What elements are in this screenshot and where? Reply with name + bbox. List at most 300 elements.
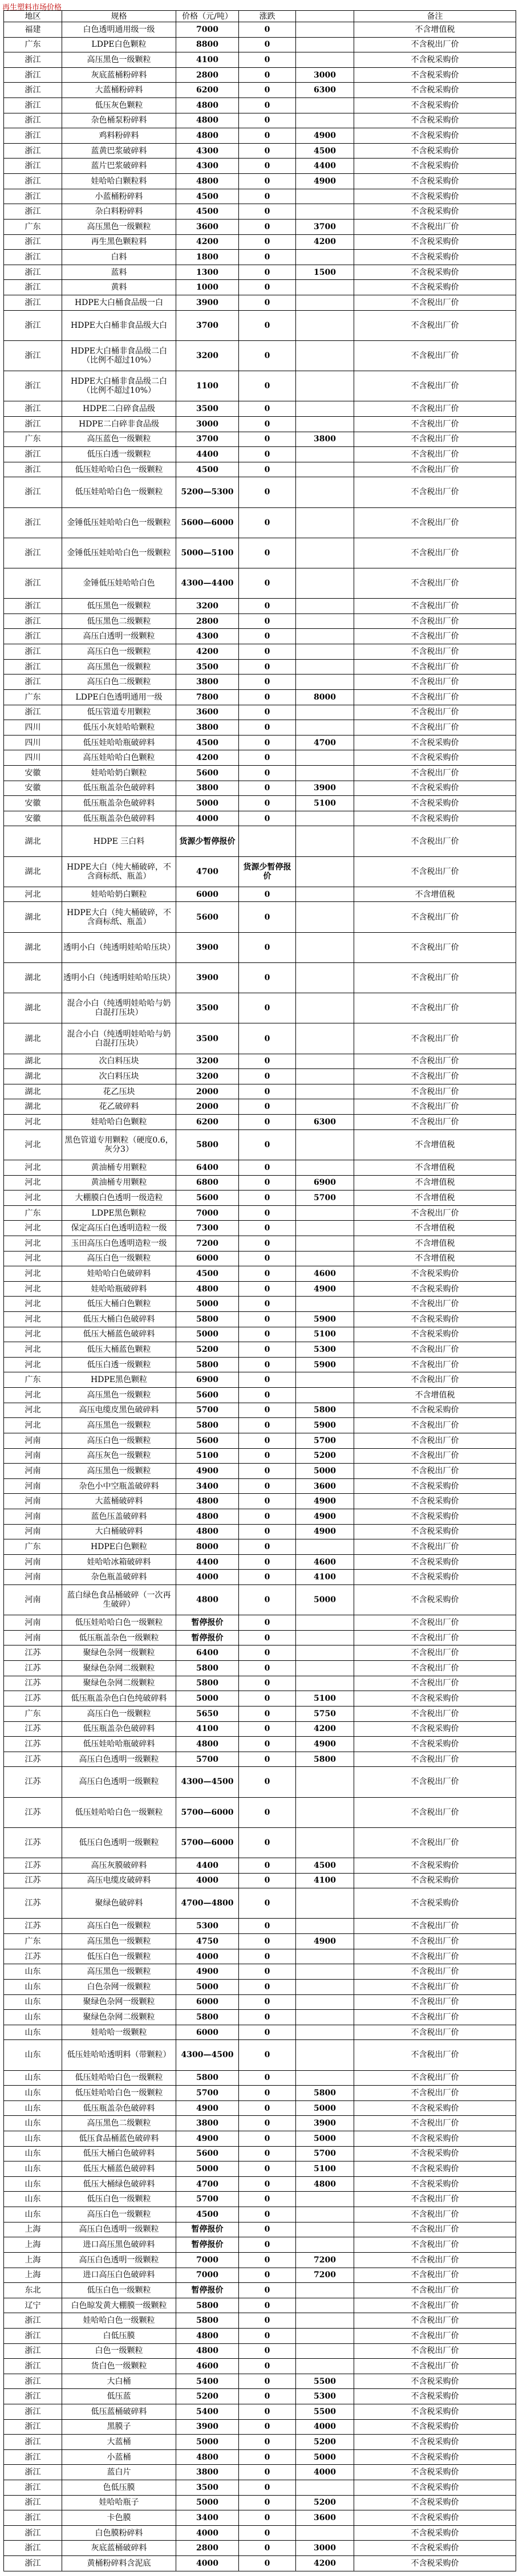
table-row xyxy=(4,2298,516,2313)
change-cell: 0 xyxy=(239,1615,296,1631)
price-high-cell xyxy=(296,2025,354,2040)
price-high-cell xyxy=(296,295,354,310)
table-row xyxy=(4,2359,516,2374)
region-cell: 河南 xyxy=(4,1630,62,1645)
region-cell: 上海 xyxy=(4,2237,62,2253)
spec-cell: 灰底蓝桶破碎料 xyxy=(62,2541,176,2556)
price-cell: 4600 xyxy=(176,2359,239,2374)
region-cell: 浙江 xyxy=(4,67,62,83)
region-cell: 湖北 xyxy=(4,1023,62,1054)
price-cell: 5600 xyxy=(176,1191,239,1206)
region-cell: 安徽 xyxy=(4,765,62,781)
region-cell: 浙江 xyxy=(4,675,62,690)
note-cell: 不含税出厂价 xyxy=(354,1297,516,1312)
change-cell: 0 xyxy=(239,52,296,68)
note-cell: 不含税采购价 xyxy=(354,280,516,295)
table-row xyxy=(4,2010,516,2025)
change-cell: 0 xyxy=(239,1888,296,1919)
region-cell: 江苏 xyxy=(4,1737,62,1752)
change-cell: 0 xyxy=(239,1797,296,1827)
spec-cell: 大蓝桶粉碎料 xyxy=(62,83,176,98)
note-cell: 不含税出厂价 xyxy=(354,856,516,887)
note-cell: 不含增值税 xyxy=(354,22,516,38)
note-cell: 不含税出厂价 xyxy=(354,401,516,417)
spec-cell: 娃哈哈白颗粒料 xyxy=(62,174,176,189)
change-cell: 0 xyxy=(239,2207,296,2222)
region-cell: 浙江 xyxy=(4,629,62,644)
region-cell: 四川 xyxy=(4,720,62,736)
spec-cell: 低压白色一级颗粒 xyxy=(62,2283,176,2298)
price-high-cell xyxy=(296,538,354,568)
spec-cell: 蓝料 xyxy=(62,265,176,280)
price-high-cell xyxy=(296,811,354,826)
note-cell: 不含税出厂价 xyxy=(354,2343,516,2359)
price-cell: 5600 xyxy=(176,1433,239,1448)
table-row xyxy=(4,2040,516,2070)
note-cell: 不含税出厂价 xyxy=(354,1433,516,1448)
note-cell: 不含税采购价 xyxy=(354,2131,516,2147)
price-cell: 4900 xyxy=(176,1964,239,1980)
price-cell: 5600 xyxy=(176,1388,239,1403)
price-high-cell: 5700 xyxy=(296,1433,354,1448)
table-row xyxy=(4,1312,516,1327)
region-cell: 浙江 xyxy=(4,538,62,568)
spec-cell: 鸡料粉碎料 xyxy=(62,128,176,144)
table-row xyxy=(4,2268,516,2283)
price-cell: 4000 xyxy=(176,1873,239,1888)
change-cell: 0 xyxy=(239,2343,296,2359)
price-high-cell: 4100 xyxy=(296,1570,354,1585)
region-cell: 浙江 xyxy=(4,234,62,250)
price-high-cell xyxy=(296,189,354,204)
note-cell: 不含税出厂价 xyxy=(354,1934,516,1949)
change-cell: 0 xyxy=(239,2495,296,2510)
change-cell: 0 xyxy=(239,689,296,705)
change-cell: 0 xyxy=(239,98,296,113)
change-cell: 0 xyxy=(239,2131,296,2147)
note-cell: 不含税采购价 xyxy=(354,2161,516,2177)
spec-cell: 低压娃哈哈白色一级颗粒 xyxy=(62,1615,176,1631)
table-row xyxy=(4,2161,516,2177)
change-cell: 0 xyxy=(239,371,296,401)
price-cell: 5200 xyxy=(176,1342,239,1358)
table-row xyxy=(4,1160,516,1175)
table-row xyxy=(4,1023,516,1054)
note-cell: 不含税出厂价 xyxy=(354,659,516,675)
price-cell: 3400 xyxy=(176,2510,239,2526)
price-high-cell: 5800 xyxy=(296,1403,354,1418)
table-row xyxy=(4,189,516,204)
change-cell: 0 xyxy=(239,1706,296,1721)
price-high-cell xyxy=(296,1767,354,1797)
change-cell: 0 xyxy=(239,2525,296,2541)
table-row xyxy=(4,1205,516,1221)
change-cell: 0 xyxy=(239,1645,296,1661)
spec-cell: HDPE大白桶非食品级二白（比例不超过10%） xyxy=(62,340,176,371)
spec-cell: 蓝白片 xyxy=(62,2465,176,2480)
change-cell: 0 xyxy=(239,1312,296,1327)
price-cell: 4800 xyxy=(176,1737,239,1752)
region-cell: 江苏 xyxy=(4,1949,62,1964)
change-cell: 0 xyxy=(239,2328,296,2343)
region-cell: 浙江 xyxy=(4,2435,62,2450)
table-row xyxy=(4,2541,516,2556)
note-cell: 不含税采购价 xyxy=(354,1888,516,1919)
change-cell: 0 xyxy=(239,1737,296,1752)
note-cell: 不含税采购价 xyxy=(354,1570,516,1585)
price-high-cell xyxy=(296,1539,354,1555)
note-cell: 不含税采购价 xyxy=(354,796,516,811)
price-cell: 4100 xyxy=(176,52,239,68)
price-cell: 6400 xyxy=(176,1160,239,1175)
change-cell: 0 xyxy=(239,2237,296,2253)
note-cell: 不含税出厂价 xyxy=(354,1418,516,1433)
table-row xyxy=(4,750,516,766)
note-cell: 不含税采购价 xyxy=(354,1327,516,1342)
price-cell: 3900 xyxy=(176,932,239,962)
spec-cell: 聚绿色杂网一级颗粒 xyxy=(62,1645,176,1661)
table-row xyxy=(4,1297,516,1312)
region-cell: 浙江 xyxy=(4,113,62,128)
spec-cell: 低压瓶盖杂色破碎料 xyxy=(62,2100,176,2116)
spec-cell: 高压娃哈哈白色颗粒 xyxy=(62,750,176,766)
spec-cell: 聚绿色杂网二级颗粒 xyxy=(62,2010,176,2025)
price-high-cell xyxy=(296,2207,354,2222)
spec-cell: 混合小白（纯透明娃哈哈与奶白混打压块） xyxy=(62,1023,176,1054)
region-cell: 安徽 xyxy=(4,811,62,826)
price-cell: 5000 xyxy=(176,796,239,811)
region-cell: 浙江 xyxy=(4,128,62,144)
spec-cell: 再生黑色颗粒料 xyxy=(62,234,176,250)
region-cell: 湖北 xyxy=(4,962,62,993)
region-cell: 山东 xyxy=(4,2100,62,2116)
note-cell: 不含税出厂价 xyxy=(354,1979,516,1994)
table-row xyxy=(4,735,516,750)
region-cell: 浙江 xyxy=(4,2449,62,2465)
note-cell: 不含税采购价 xyxy=(354,2389,516,2404)
price-high-cell: 4900 xyxy=(296,1934,354,1949)
change-cell: 0 xyxy=(239,1115,296,1130)
price-high-cell xyxy=(296,1797,354,1827)
change-cell: 0 xyxy=(239,1342,296,1358)
header-spec-cell: 规格 xyxy=(62,11,176,22)
price-high-cell: 5000 xyxy=(296,2131,354,2147)
price-cell: 4700—4800 xyxy=(176,1888,239,1919)
change-cell: 0 xyxy=(239,1630,296,1645)
change-cell: 0 xyxy=(239,2404,296,2420)
spec-cell: 白色透明通用级一级 xyxy=(62,22,176,38)
spec-cell: 娃哈哈奶白颗粒 xyxy=(62,887,176,902)
note-cell: 不含税采购价 xyxy=(354,781,516,796)
note-cell: 不含税出厂价 xyxy=(354,1767,516,1797)
change-cell: 0 xyxy=(239,1676,296,1691)
price-high-cell xyxy=(296,932,354,962)
region-cell: 安徽 xyxy=(4,796,62,811)
change-cell: 0 xyxy=(239,2435,296,2450)
change-cell: 0 xyxy=(239,1858,296,1874)
region-cell: 湖北 xyxy=(4,856,62,887)
region-cell: 江苏 xyxy=(4,1797,62,1827)
price-cell: 5000 xyxy=(176,2161,239,2177)
note-cell: 不含税出厂价 xyxy=(354,1994,516,2010)
price-cell: 2800 xyxy=(176,67,239,83)
spec-cell: 混合小白（纯透明娃哈哈与奶白混打压块） xyxy=(62,993,176,1023)
region-cell: 浙江 xyxy=(4,250,62,265)
region-cell: 辽宁 xyxy=(4,2298,62,2313)
price-cell: 7300 xyxy=(176,1221,239,1236)
table-row xyxy=(4,689,516,705)
spec-cell: 花乙压块 xyxy=(62,1084,176,1099)
price-high-cell: 5300 xyxy=(296,1342,354,1358)
note-cell: 不含税采购价 xyxy=(354,2374,516,2389)
note-cell: 不含增值税 xyxy=(354,1251,516,1266)
price-cell: 5100 xyxy=(176,1448,239,1464)
spec-cell: 高压黑色一级颗粒 xyxy=(62,52,176,68)
price-cell: 4800 xyxy=(176,2328,239,2343)
change-cell: 0 xyxy=(239,477,296,507)
change-cell: 0 xyxy=(239,189,296,204)
spec-cell: 黑色管道专用颗粒（硬度0.6，灰分3） xyxy=(62,1129,176,1160)
region-cell: 浙江 xyxy=(4,52,62,68)
price-cell: 7000 xyxy=(176,22,239,38)
spec-cell: HDPE大白（纯大桶破碎，不含商标纸、瓶盖） xyxy=(62,856,176,887)
region-cell: 山东 xyxy=(4,2192,62,2207)
price-cell: 4700 xyxy=(176,2176,239,2192)
change-cell: 0 xyxy=(239,1873,296,1888)
table-row xyxy=(4,2389,516,2404)
table-row xyxy=(4,1509,516,1524)
table-row xyxy=(4,401,516,417)
region-cell: 湖北 xyxy=(4,1069,62,1084)
table-row xyxy=(4,659,516,675)
price-high-cell xyxy=(296,1160,354,1175)
price-high-cell: 5200 xyxy=(296,2495,354,2510)
region-cell: 河北 xyxy=(4,1191,62,1206)
price-cell: 4500 xyxy=(176,735,239,750)
change-cell: 0 xyxy=(239,401,296,417)
change-cell: 货源少暂停报价 xyxy=(239,856,296,887)
note-cell: 不含增值税 xyxy=(354,1160,516,1175)
region-cell: 河北 xyxy=(4,1236,62,1251)
price-cell: 5200—5300 xyxy=(176,477,239,507)
price-high-cell xyxy=(296,1054,354,1069)
table-row xyxy=(4,568,516,599)
region-cell: 浙江 xyxy=(4,2313,62,2329)
price-cell: 4300 xyxy=(176,159,239,174)
price-high-cell: 4900 xyxy=(296,1737,354,1752)
spec-cell: HDPE 三白料 xyxy=(62,826,176,856)
table-row xyxy=(4,1357,516,1372)
region-cell: 浙江 xyxy=(4,189,62,204)
price-high-cell xyxy=(296,507,354,538)
spec-cell: 低压黑色二级颗粒 xyxy=(62,613,176,629)
table-row xyxy=(4,2404,516,2420)
header-price-cell: 价格（元/吨） xyxy=(176,11,239,22)
spec-cell: 低压管道专用颗粒 xyxy=(62,705,176,720)
price-cell: 4500 xyxy=(176,2207,239,2222)
note-cell: 不含税出厂价 xyxy=(354,507,516,538)
price-cell: 5400 xyxy=(176,2374,239,2389)
note-cell: 不含税出厂价 xyxy=(354,962,516,993)
change-cell: 0 xyxy=(239,2449,296,2465)
note-cell: 不含税采购价 xyxy=(354,1494,516,1509)
change-cell: 0 xyxy=(239,568,296,599)
note-cell: 不含税出厂价 xyxy=(354,340,516,371)
price-cell: 5000 xyxy=(176,1691,239,1707)
note-cell: 不含税采购价 xyxy=(354,1403,516,1418)
spec-cell: 高压白色透明一级颗粒 xyxy=(62,1752,176,1767)
change-cell: 0 xyxy=(239,675,296,690)
price-cell: 5400 xyxy=(176,2404,239,2420)
price-high-cell xyxy=(296,887,354,902)
spec-cell: 低压娃哈哈白色一级颗粒 xyxy=(62,2070,176,2086)
price-high-cell xyxy=(296,1661,354,1676)
price-high-cell: 4900 xyxy=(296,1494,354,1509)
region-cell: 浙江 xyxy=(4,613,62,629)
price-high-cell: 3600 xyxy=(296,2510,354,2526)
note-cell: 不含税采购价 xyxy=(354,2100,516,2116)
region-cell: 河北 xyxy=(4,1175,62,1191)
price-cell: 4800 xyxy=(176,2449,239,2465)
price-high-cell: 4900 xyxy=(296,128,354,144)
spec-cell: 高压白色一级颗粒 xyxy=(62,1433,176,1448)
change-cell: 0 xyxy=(239,1827,296,1858)
spec-cell: 高压黑色一级颗粒 xyxy=(62,1388,176,1403)
table-row xyxy=(4,1827,516,1858)
price-high-cell: 4200 xyxy=(296,1721,354,1737)
table-row xyxy=(4,1630,516,1645)
price-high-cell xyxy=(296,856,354,887)
price-cell: 4200 xyxy=(176,234,239,250)
price-cell: 2800 xyxy=(176,2541,239,2556)
spec-cell: 聚绿色杂网二级颗粒 xyxy=(62,1676,176,1691)
region-cell: 湖北 xyxy=(4,1084,62,1099)
spec-cell: 进口高压黑色破碎料 xyxy=(62,2237,176,2253)
note-cell: 不含税出厂价 xyxy=(354,1797,516,1827)
change-cell: 0 xyxy=(239,902,296,932)
table-row xyxy=(4,280,516,295)
price-cell: 4400 xyxy=(176,1554,239,1570)
region-cell: 安徽 xyxy=(4,781,62,796)
change-cell: 0 xyxy=(239,219,296,234)
price-high-cell: 4100 xyxy=(296,1873,354,1888)
price-cell: 5700—6000 xyxy=(176,1797,239,1827)
price-cell: 4300 xyxy=(176,143,239,159)
price-high-cell xyxy=(296,2192,354,2207)
price-high-cell: 4700 xyxy=(296,735,354,750)
change-cell: 0 xyxy=(239,2298,296,2313)
table-row xyxy=(4,1661,516,1676)
spec-cell: 透明小白（纯透明娃哈哈压块） xyxy=(62,932,176,962)
price-cell: 4100 xyxy=(176,1721,239,1737)
region-cell: 山东 xyxy=(4,2207,62,2222)
price-high-cell xyxy=(296,1221,354,1236)
price-cell: 5800 xyxy=(176,1357,239,1372)
spec-cell: 大蓝桶破碎料 xyxy=(62,1494,176,1509)
price-high-cell xyxy=(296,1676,354,1691)
region-cell: 上海 xyxy=(4,2252,62,2268)
table-row xyxy=(4,22,516,38)
price-high-cell xyxy=(296,371,354,401)
price-cell: 4800 xyxy=(176,1524,239,1539)
region-cell: 浙江 xyxy=(4,204,62,220)
price-cell: 5800 xyxy=(176,1312,239,1327)
change-cell: 0 xyxy=(239,1570,296,1585)
price-cell: 3200 xyxy=(176,340,239,371)
table-row xyxy=(4,462,516,477)
note-cell: 不含税采购价 xyxy=(354,1737,516,1752)
note-cell: 不含税采购价 xyxy=(354,2449,516,2465)
spec-cell: 次白料压块 xyxy=(62,1054,176,1069)
region-cell: 山东 xyxy=(4,2040,62,2070)
spec-cell: 娃哈哈瓶子 xyxy=(62,2495,176,2510)
region-cell: 浙江 xyxy=(4,2525,62,2541)
change-cell xyxy=(239,826,296,856)
note-cell: 不含税出厂价 xyxy=(354,2283,516,2298)
price-cell: 7000 xyxy=(176,2268,239,2283)
spec-cell: 黄料 xyxy=(62,280,176,295)
change-cell: 0 xyxy=(239,2100,296,2116)
spec-cell: 黄桶粉碎料含泥底 xyxy=(62,2556,176,2571)
price-high-cell xyxy=(296,2359,354,2374)
change-cell: 0 xyxy=(239,1585,296,1615)
table-row xyxy=(4,1919,516,1934)
note-cell: 不含税出厂价 xyxy=(354,1464,516,1479)
change-cell: 0 xyxy=(239,750,296,766)
change-cell: 0 xyxy=(239,1160,296,1175)
spec-cell: 杂色瓶盖破碎料 xyxy=(62,1570,176,1585)
change-cell: 0 xyxy=(239,416,296,432)
change-cell: 0 xyxy=(239,507,296,538)
table-row xyxy=(4,2419,516,2435)
header-price-high-cell xyxy=(296,11,354,22)
note-cell: 不含税出厂价 xyxy=(354,613,516,629)
price-high-cell: 5750 xyxy=(296,1706,354,1721)
price-cell: 4900 xyxy=(176,1464,239,1479)
table-row xyxy=(4,2131,516,2147)
price-high-cell xyxy=(296,1372,354,1388)
table-row xyxy=(4,2252,516,2268)
note-cell: 不含税采购价 xyxy=(354,143,516,159)
table-row xyxy=(4,1873,516,1888)
price-cell: 5700 xyxy=(176,1403,239,1418)
region-cell: 河南 xyxy=(4,1494,62,1509)
region-cell: 浙江 xyxy=(4,2374,62,2389)
region-cell: 浙江 xyxy=(4,2359,62,2374)
price-high-cell: 6900 xyxy=(296,1175,354,1191)
change-cell: 0 xyxy=(239,1994,296,2010)
note-cell: 不含税出厂价 xyxy=(354,1115,516,1130)
spec-cell: 白色晾发黄大棚膜一级颗粒 xyxy=(62,2298,176,2313)
region-cell: 河南 xyxy=(4,1585,62,1615)
note-cell: 不含税采购价 xyxy=(354,1585,516,1615)
region-cell: 山东 xyxy=(4,1979,62,1994)
price-cell: 6200 xyxy=(176,83,239,98)
table-row xyxy=(4,2207,516,2222)
spec-cell: 高压黑色一级颗粒 xyxy=(62,1418,176,1433)
price-high-cell: 5700 xyxy=(296,2146,354,2161)
table-row xyxy=(4,1084,516,1099)
price-cell: 5200 xyxy=(176,2389,239,2404)
change-cell: 0 xyxy=(239,1478,296,1494)
price-high-cell: 4500 xyxy=(296,1858,354,1874)
spec-cell: HDPE大白桶非食品级大白 xyxy=(62,310,176,340)
table-row xyxy=(4,2343,516,2359)
change-cell: 0 xyxy=(239,2222,296,2237)
price-high-cell xyxy=(296,477,354,507)
region-cell: 河北 xyxy=(4,1115,62,1130)
price-cell: 3200 xyxy=(176,599,239,614)
